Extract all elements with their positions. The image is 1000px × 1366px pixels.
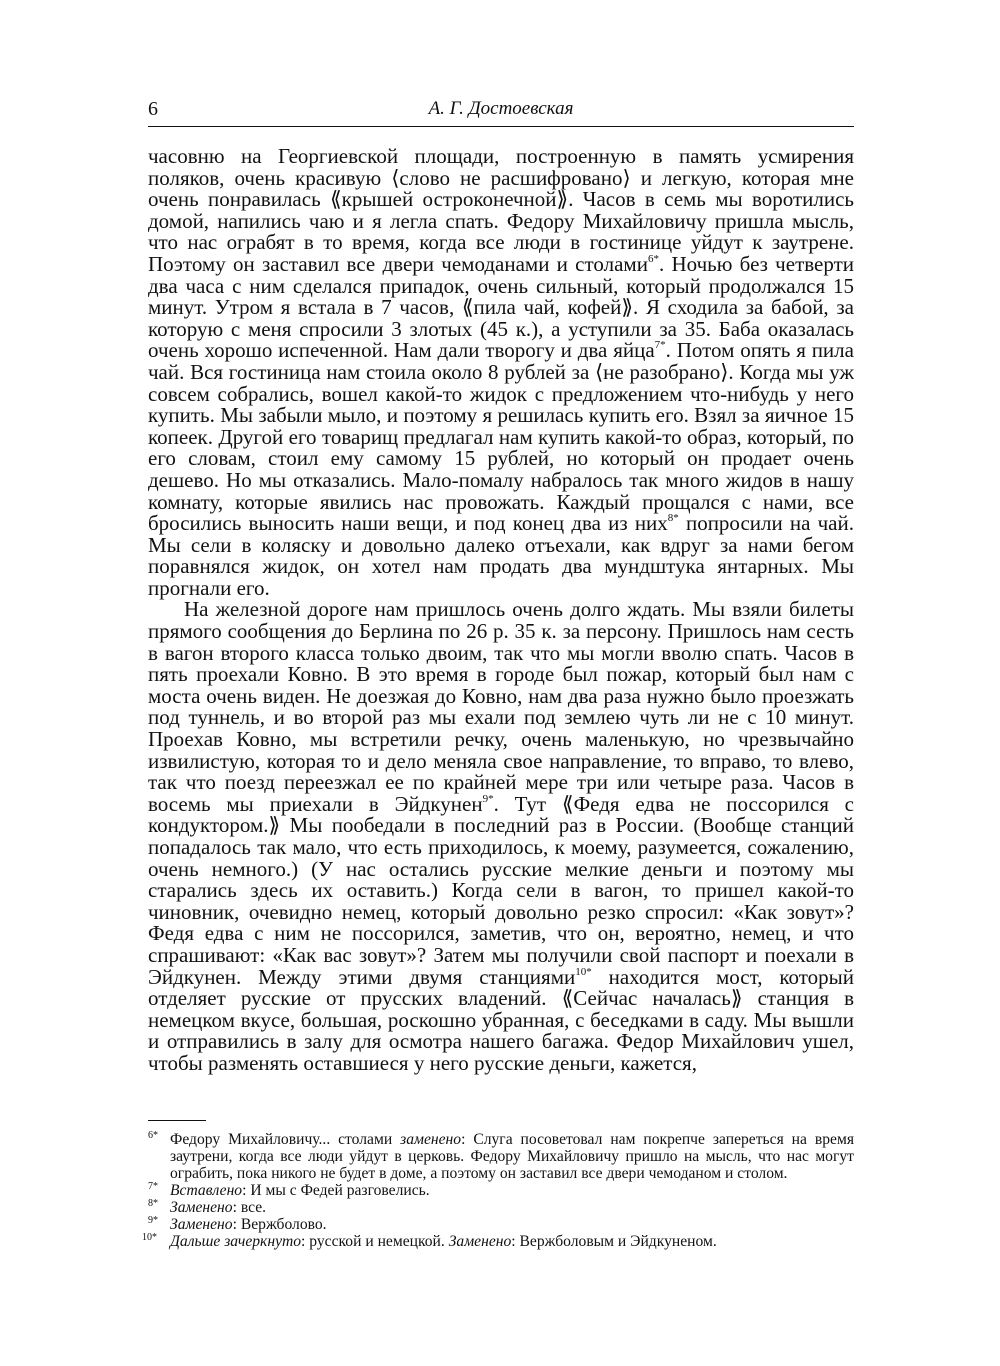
- footnote-editorial-note: Заменено: [170, 1199, 233, 1216]
- main-text: [148, 146, 854, 1075]
- footnote-text: : русской и немецкой.: [301, 1233, 449, 1250]
- note-ref-10: 10*: [575, 965, 592, 978]
- paragraph-2-part-3: находится мост, который отделяет русские от прусских владений. ⟪Сейчас началась⟫ станция в немецком вкусе, большая, роскошно убранная, с беседками в саду. Мы вышли и отправились в залу для осмотра нашего багажа. Федор Михайлович ушел, чтобы разменять оставшиеся у него русские деньги, кажется,: [148, 964, 854, 1075]
- footnote-editorial-note: Вставлено: [170, 1182, 243, 1199]
- footnote-8: [148, 1199, 854, 1216]
- footnote-10: [142, 1232, 854, 1250]
- footnote-mark: 6*: [148, 1130, 158, 1141]
- footnote-text: : Слуга посоветовал нам покрепче запереться на время заутрени, когда все люди уйдут в церковь. Федору Михайловичу пришло на мысль, что нас могут ограбить, пока никого не будет в доме, а поэтому он заставил все двери чемоданом и столом.: [170, 1131, 854, 1182]
- footnote-6: [148, 1131, 854, 1182]
- footnote-divider: [148, 1120, 206, 1121]
- note-ref-7: 7*: [654, 339, 666, 352]
- paragraph-2-part-2: . Тут ⟪Федя едва не поссорился с кондуктором.⟫ Мы пообедали в последний раз в России. (Вообще станций попадалось так мало, что есть приходилось, к моему, разумеется, сожалению, очень немного.) (У нас остались русские мелкие деньги и поэтому мы старались здесь их оставить.) Когда сели в вагон, то пришел какой-то чиновник, очевидно немец, который довольно резко спросил: «Как зовут»? Федя едва с ним не поссорился, заметив, что он, вероятно, немец, и что спрашивают: «Как вас зовут»? Затем мы получили свой паспорт и поехали в Эйдкунен. Между этими двумя станциями: [148, 791, 854, 989]
- paragraph-1-part-3: . Потом опять я пила чай. Вся гостиница нам стоила около 8 рублей за ⟨не разобрано⟩. Когда мы уж совсем собрались, вошел какой-то жидок с предложением что-нибудь у него купить. Мы забыли мыло, и поэтому я решилась купить его. Взял за яичное 15 копеек. Другой его товарищ предлагал нам купить какой-то образ, который, по его словам, стоил ему самому 15 рублей, но который он продает очень дешево. Но мы отказались. Мало-помалу набралось так много жидов в нашу комнату, которые явились нас провожать. Каждый прощался с нами, все бросились выносить наши вещи, и под конец два из них: [148, 338, 854, 536]
- paragraph-2-part-1: На железной дороге нам пришлось очень долго ждать. Мы взяли билеты прямого сообщения до Берлина по 26 р. 35 к. за персону. Пришлось нам сесть в вагон второго класса только двоим, так что мы могли вволю спать. Часов в пять проехали Ковно. В это время в городе был пожар, который был нам с моста очень виден. Не доезжая до Ковно, нам два раза нужно было проезжать под туннель, и во второй раз мы ехали под землею чуть ли не с 10 минут. Проехав Ковно, мы встретили речку, очень маленькую, но чрезвычайно извилистую, которая то и дело меняла свое направление, то вправо, то влево, так что поезд переезжал ее по крайней мере три или четыре раза. Часов в восемь мы приехали в Эйдкунен: [148, 597, 854, 816]
- footnote-text: : все.: [232, 1199, 267, 1216]
- footnote-mark: 10*: [142, 1232, 157, 1243]
- note-ref-8: 8*: [667, 512, 679, 525]
- footnote-text: : Вержболово.: [232, 1216, 327, 1233]
- page-header: [148, 96, 854, 127]
- paragraph-1-part-2: . Ночью без четверти два часа с ним сделался припадок, очень сильный, который продолжался 15 минут. Утром я встала в 7 часов, ⟪пила чай, кофей⟫. Я сходила за бабой, за которую с меня спросили 3 злотых (45 к.), а уступили за 35. Баба оказалась очень хорошо испеченной. Нам дали творогу и два яйца: [148, 251, 854, 363]
- footnote-editorial-note: Дальше зачеркнуто: [170, 1233, 302, 1250]
- footnote-mark: 7*: [148, 1181, 158, 1192]
- paragraph-2: [148, 599, 854, 1074]
- note-ref-6: 6*: [647, 252, 659, 265]
- footnotes: [142, 1130, 854, 1250]
- footnote-editorial-note: Заменено: [448, 1233, 512, 1250]
- footnote-text: Федору Михайловичу... столами: [170, 1131, 401, 1148]
- footnote-mark: 8*: [148, 1198, 158, 1209]
- note-ref-9: 9*: [482, 792, 494, 805]
- footnote-editorial-note: Заменено: [170, 1216, 233, 1233]
- footnote-text: : И мы с Федей разговелись.: [242, 1182, 430, 1199]
- footnote-9: [148, 1216, 854, 1233]
- footnote-mark: 9*: [148, 1215, 158, 1226]
- running-title: А. Г. Достоевская: [428, 98, 574, 119]
- footnote-text: : Вержболовым и Эйдкуненом.: [511, 1233, 717, 1250]
- paragraph-1-part-1: часовню на Георгиевской площади, построенную в память усмирения поляков, очень красивую ⟨слово не расшифровано⟩ и легкую, которая мне очень понравилась ⟪крышей остроконечной⟫. Часов в семь мы воротились домой, напились чаю и я легла спать. Федору Михайловичу пришла мысль, что нас ограбят в то время, когда все люди в гостинице уйдут к заутрене. Поэтому он заставил все двери чемоданами и столами: [148, 144, 854, 276]
- paragraph-1: [148, 146, 854, 599]
- footnote-editorial-note: заменено: [400, 1131, 462, 1148]
- page-number: 6: [148, 98, 158, 120]
- footnote-7: [148, 1182, 854, 1199]
- paragraph-1-part-4: попросили на чай. Мы сели в коляску и довольно далеко отъехали, как вдруг за нами бегом поравнялся жидок, он хотел нам продать два мундштука янтарных. Мы прогнали его.: [148, 511, 854, 600]
